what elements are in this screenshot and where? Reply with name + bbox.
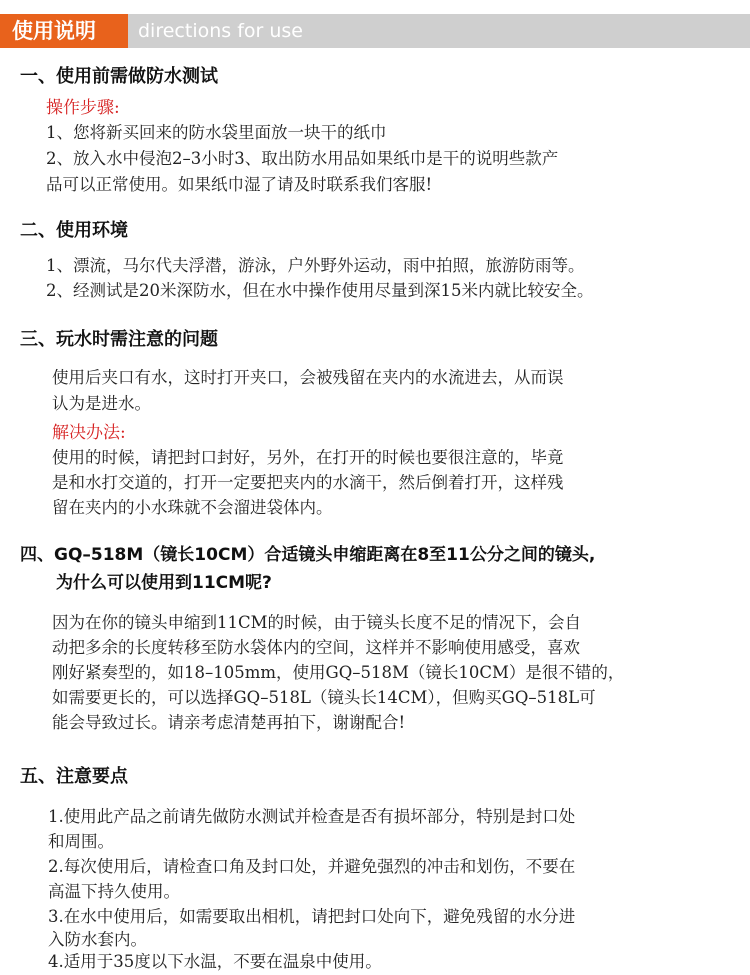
section-2-line: 2、经测试是20米深防水，但在水中操作使用尽量到深15米内就比较安全。 bbox=[46, 281, 594, 300]
section-4-title: 四、GQ–518M（镜长10CM）合适镜头申缩距离在8至11公分之间的镜头, bbox=[20, 545, 596, 565]
section-3-line: 是和水打交道的，打开一定要把夹内的水滴干，然后倒着打开，这样残 bbox=[52, 473, 564, 492]
header-bar bbox=[0, 14, 750, 48]
section-3-line: 留在夹内的小水珠就不会溜进袋体内。 bbox=[52, 498, 333, 517]
section-5-line: 4.适用于35度以下水温，不要在温泉中使用。 bbox=[48, 952, 382, 971]
section-3-title: 三、玩水时需注意的问题 bbox=[20, 329, 218, 350]
section-1-title: 一、使用前需做防水测试 bbox=[20, 66, 218, 87]
section-5-line: 3.在水中使用后，如需要取出相机，请把封口处向下，避免残留的水分进 bbox=[48, 907, 576, 926]
section-5-line: 高温下持久使用。 bbox=[48, 882, 180, 901]
section-5-title: 五、注意要点 bbox=[20, 766, 128, 787]
section-2-title: 二、使用环境 bbox=[20, 220, 128, 241]
header-title-en: directions for use bbox=[138, 20, 303, 42]
section-1-line: 2、放入水中侵泡2–3小时3、取出防水用品如果纸巾是干的说明些款产 bbox=[46, 149, 559, 168]
section-4-title-cont: 为什么可以使用到11CM呢? bbox=[56, 573, 272, 593]
section-2-line: 1、漂流，马尔代夫浮潜，游泳，户外野外运动，雨中拍照，旅游防雨等。 bbox=[46, 256, 585, 275]
section-5-line: 和周围。 bbox=[48, 832, 114, 851]
section-5-line: 1.使用此产品之前请先做防水测试并检查是否有损坏部分，特别是封口处 bbox=[48, 807, 576, 826]
section-1-line: 1、您将新买回来的防水袋里面放一块干的纸巾 bbox=[46, 123, 387, 142]
header-title-cn: 使用说明 bbox=[0, 14, 128, 48]
section-1-subtitle: 操作步骤: bbox=[46, 98, 120, 118]
section-5-line: 入防水套内。 bbox=[48, 930, 147, 949]
section-4-line: 能会导致过长。请亲考虑清楚再拍下，谢谢配合! bbox=[52, 713, 406, 732]
section-5-line: 2.每次使用后，请检查口角及封口处，并避免强烈的冲击和划伤，不要在 bbox=[48, 857, 576, 876]
section-3-line: 使用后夹口有水，这时打开夹口，会被残留在夹内的水流进去，从而误 bbox=[52, 368, 564, 387]
section-4-line: 刚好紧奏型的，如18–105mm，使用GQ–518M（镜长10CM）是很不错的， bbox=[52, 663, 625, 682]
section-3-subtitle: 解决办法: bbox=[52, 423, 126, 443]
section-4-line: 动把多余的长度转移至防水袋体内的空间，这样并不影响使用感受，喜欢 bbox=[52, 638, 580, 657]
section-1-line: 品可以正常使用。如果纸巾湿了请及时联系我们客服! bbox=[46, 175, 433, 194]
section-3-line: 使用的时候，请把封口封好，另外，在打开的时候也要很注意的，毕竟 bbox=[52, 448, 564, 467]
section-4-line: 因为在你的镜头申缩到11CM的时候，由于镜头长度不足的情况下，会自 bbox=[52, 613, 582, 632]
section-3-line: 认为是进水。 bbox=[52, 394, 151, 413]
section-4-line: 如需要更长的，可以选择GQ–518L（镜头长14CM），但购买GQ–518L可 bbox=[52, 688, 596, 707]
